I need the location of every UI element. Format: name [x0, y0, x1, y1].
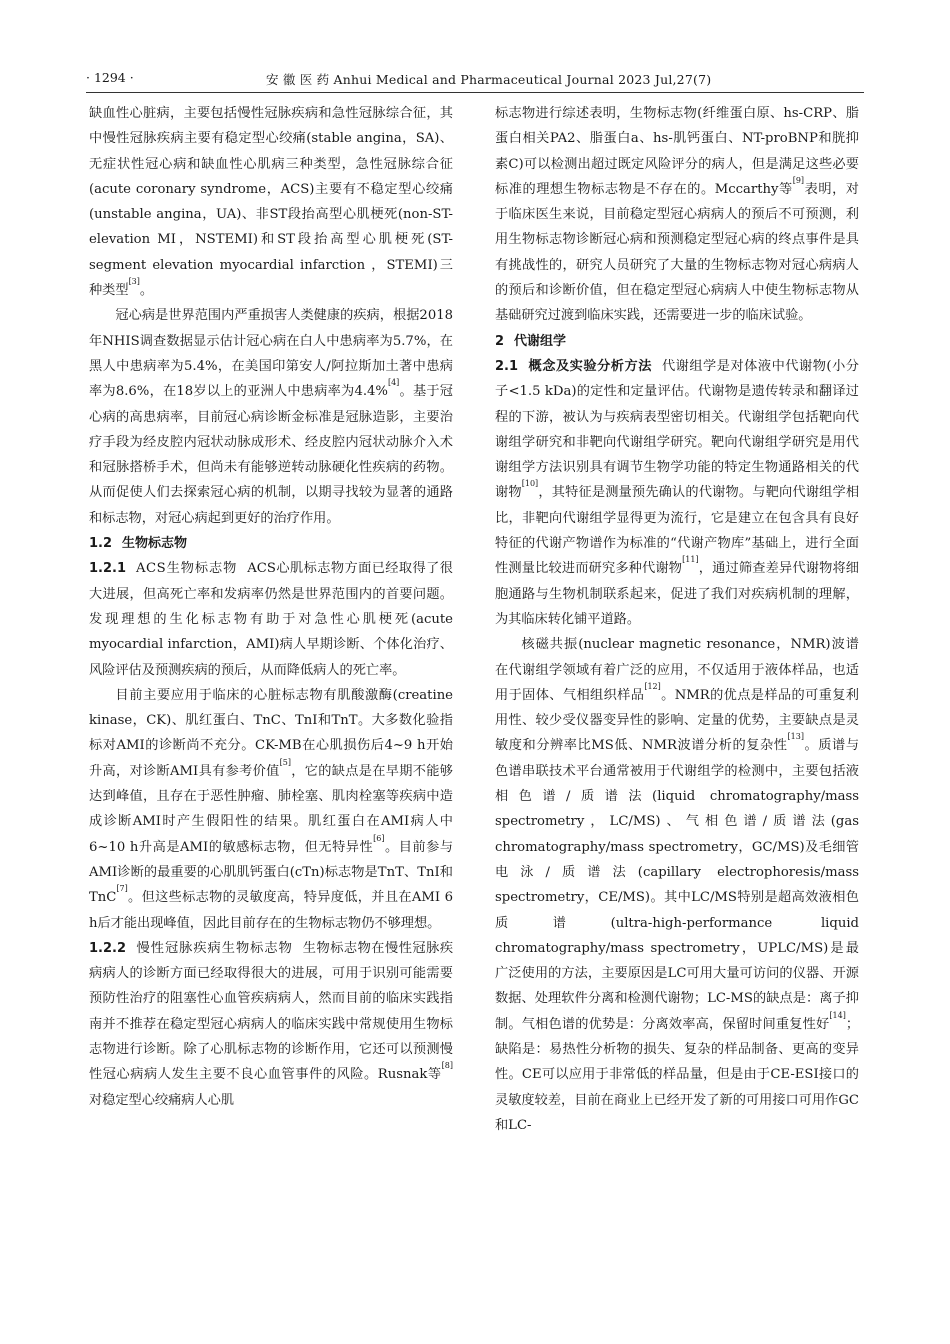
- page-header: [86, 64, 864, 93]
- citation: [14]: [829, 1010, 846, 1020]
- running-title: 安 徽 医 药 Anhui Medical and Pharmaceutical Journal 2023 Jul,27(7): [266, 72, 712, 87]
- citation: [11]: [682, 555, 699, 565]
- section-heading-2: 2 代谢组学: [495, 333, 567, 349]
- section-title: ACS生物标志物: [136, 561, 238, 577]
- section-heading-1-2-1: 1.2.1: [89, 561, 127, 577]
- citation: [6]: [373, 833, 385, 843]
- section-heading-2-1: 2.1: [495, 358, 519, 374]
- citation: [12]: [644, 681, 661, 691]
- citation: [5]: [279, 757, 291, 767]
- section-heading-1-2: 1.2 生物标志物: [89, 536, 188, 552]
- section-title: 概念及实验分析方法: [528, 358, 652, 374]
- paragraph: 标志物进行综述表明，生物标志物(纤维蛋白原、hs-CRP、脂蛋白相关PA2、脂蛋白a、hs-肌钙蛋白、NT-proBNP和胱抑素C)可以检测出超过既定风险评分的病人，但是满足这些必要标准的理想生物标志物是不存在的。Mccarthy等[9]表明，对于临床医生来说，目前稳定型冠心病病人的预后不可预测，利用生物标志物诊断冠心病和预测稳定型冠心病的终点事件是具有挑战性的，研究人员研究了大量的生物标志物对冠心病病人的预后和诊断价值，但在稳定型冠心病病人中使生物标志物从基础研究过渡到临床实践，还需要进一步的临床试验。: [495, 106, 859, 324]
- citation: [3]: [128, 277, 140, 287]
- citation: [4]: [387, 378, 400, 388]
- paragraph: 冠心病是世界范围内严重损害人类健康的疾病，根据2018年NHIS调查数据显示估计冠心病在白人中患病率为5.7%，在黑人中患病率为5.4%，在美国印第安人/阿拉斯加土著中患病率为8.6%，在18岁以上的亚洲人中患病率为4.4%[4]。基于冠心病的高患病率，目前冠心病诊断金标准是冠脉造影，主要治疗手段为经皮腔内冠状动脉成形术、经皮腔内冠状动脉介入术和冠脉搭桥手术，但尚未有能够逆转动脉硬化性疾病的药物。从而促使人们去探索冠心病的机制，以期寻找较为显著的通路和标志物，对冠心病起到更好的治疗作用。: [89, 308, 453, 526]
- paragraph: 目前主要应用于临床的心脏标志物有肌酸激酶(creatine kinase，CK)、肌红蛋白、TnC、TnI和TnT。大多数化验指标对AMI的诊断尚不充分。CK-MB在心肌损伤后4~9 h开始升高，对诊断AMI具有参考价值[5]，它的缺点是在早期不能够达到峰值，且存在于恶性肿瘤、肺栓塞、肌肉栓塞等疾病中造成诊断AMI时产生假阳性的结果。肌红蛋白在AMI病人中6~10 h升高是AMI的敏感标志物，但无特异性[6]。目前参与AMI诊断的最重要的心肌肌钙蛋白(cTn)标志物是TnT、TnI和TnC[7]。但这些标志物的灵敏度高，特异度低，并且在AMI 6 h后才能出现峰值，因此目前存在的生物标志物仍不够理想。: [89, 687, 454, 931]
- citation: [9]: [792, 175, 805, 185]
- paragraph: 1.2.2 慢性冠脉疾病生物标志物 生物标志物在慢性冠脉疾病病人的诊断方面已经取得很大的进展，可用于识别可能需要预防性治疗的阻塞性心血管疾病病人，然而目前的临床实践指南并不推荐在稳定型冠心病病人的临床实践中常规使用生物标志物进行诊断。除了心肌标志物的诊断作用，它还可以预测慢性冠心病病人发生主要不良心血管事件的风险。Rusnak等[8]对稳定型心绞痛病人心肌: [89, 940, 454, 1108]
- left-column: [89, 101, 453, 1113]
- citation: [10]: [521, 479, 539, 489]
- citation: [13]: [787, 732, 804, 742]
- section-title: 慢性冠脉疾病生物标志物: [136, 940, 293, 956]
- citation: [7]: [116, 884, 128, 894]
- right-column: [495, 101, 859, 1138]
- paragraph: 缺血性心脏病，主要包括慢性冠脉疾病和急性冠脉综合征，其中慢性冠脉疾病主要有稳定型心绞痛(stable angina，SA)、无症状性冠心病和缺血性心肌病三种类型，急性冠脉综合征(acute coronary syndrome，ACS)主要有不稳定型心绞痛(unstable angina，UA)、非ST段抬高型心肌梗死(non-ST-elevation MI，NSTEMI)和ST段抬高型心肌梗死(ST-segment elevation myocardial infarction ，STEMI)三种类型[3]。: [89, 106, 453, 299]
- citation: [8]: [441, 1061, 453, 1071]
- page-number: · 1294 ·: [86, 70, 134, 85]
- paragraph: 2.1 概念及实验分析方法 代谢组学是对体液中代谢物(小分子<1.5 kDa)的定性和定量评估。代谢物是遗传转录和翻译过程的下游，被认为与疾病表型密切相关。代谢组学包括靶向代谢组学研究和非靶向代谢组学研究。靶向代谢组学研究是用代谢组学方法识别具有调节生物学功能的特定生物通路相关的代谢物[10]，其特征是测量预先确认的代谢物。与靶向代谢组学相比，非靶向代谢组学显得更为流行，它是建立在包含具有良好特征的代谢产物谱作为标准的“代谢产物库”基础上，进行全面性测量比较进而研究多种代谢物[11]，通过筛查差异代谢物将细胞通路与生物机制联系起来，促进了我们对疾病机制的理解，为其临床转化铺平道路。: [495, 358, 860, 627]
- section-heading-1-2-2: 1.2.2: [89, 940, 127, 956]
- paragraph: 1.2.1 ACS生物标志物 ACS心肌标志物方面已经取得了很大进展，但高死亡率和发病率仍然是世界范围内的首要问题。发现理想的生化标志物有助于对急性心肌梗死(acute myocardial infarction，AMI)病人早期诊断、个体化治疗、风险评估及预测疾病的预后，从而降低病人的死亡率。: [89, 561, 453, 678]
- paragraph: 核磁共振(nuclear magnetic resonance，NMR)波谱在代谢组学领域有着广泛的应用，不仅适用于液体样品，也适用于固体、气相组织样品[12]。NMR的优点是样品的可重复利用性、较少受仪器变异性的影响、定量的优势，主要缺点是灵敏度和分辨率比MS低、NMR波谱分析的复杂性[13]。质谱与色谱串联技术平台通常被用于代谢组学的检测中，主要包括液相色谱/质谱法(liquid chromatography/mass spectrometry，LC/MS)、气相色谱/质谱法(gas chromatography/mass spectrometry，GC/MS)及毛细管电泳/质谱法(capillary electrophoresis/mass spectrometry，CE/MS)。其中LC/MS特别是超高效液相色质谱(ultra-high-performance liquid chromatography/mass spectrometry，UPLC/MS)是最广泛使用的方法，主要原因是LC可用大量可访问的仪器、开源数据、处理软件分离和检测代谢物；LC-MS的缺点是：离子抑制。气相色谱的优势是：分离效率高，保留时间重复性好[14]；缺陷是：易热性分析物的损失、复杂的样品制备、更高的变异性。CE可以应用于非常低的样品量，但是由于CE-ESI接口的灵敏度较差，目前在商业上已经开发了新的可用接口可用作GC和LC-: [495, 637, 860, 1133]
